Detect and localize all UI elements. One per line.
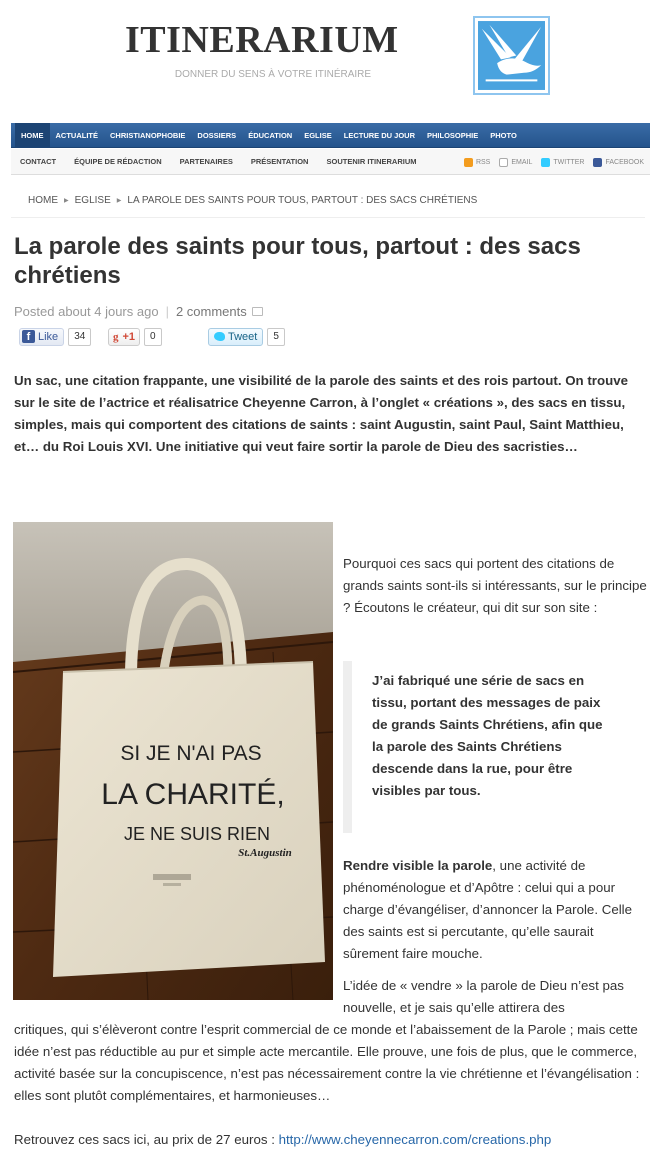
nav-item-education[interactable]: ÉDUCATION — [248, 130, 293, 140]
nav-item-photo[interactable]: PHOTO — [490, 130, 517, 140]
subnav-item-contact[interactable]: CONTACT — [20, 157, 57, 166]
secondary-nav — [11, 149, 650, 175]
like-count: 34 — [68, 328, 91, 346]
breadcrumb-home[interactable]: HOME — [28, 195, 58, 206]
comment-bubble-icon — [252, 307, 263, 316]
facebook-like-button[interactable] — [19, 328, 64, 346]
nav-item-eglise[interactable]: EGLISE — [304, 130, 332, 140]
paragraph-1: Pourquoi ces sacs qui portent des citations de grands saints sont-ils si intéressants, sur le principe ? Écoutons le créateur, qui dit sur son site : — [343, 556, 647, 615]
bag-quote-line1: SI JE N'AI PAS — [120, 742, 262, 765]
google-icon: g — [113, 330, 119, 343]
paragraph-3-end: critiques, qui s’élèveront contre l’esprit commercial de ce monde et l’abaissement de la Parole ; mais cette idée n’est pas réductible au pur et simple acte mercantile. Elle prouve, une fois de plus, que le commerce, activité basée sur la concupiscence, n’est pas nécessairement contre la vie chrétienne et l’évangélisation : elles sont plutôt complémentaires, et harmonieuses… — [14, 1022, 640, 1103]
nav-item-home[interactable]: HOME — [15, 123, 50, 148]
like-label: Like — [38, 330, 59, 343]
facebook-link[interactable] — [593, 158, 644, 167]
facebook-icon: f — [22, 330, 35, 343]
email-link[interactable] — [499, 158, 532, 167]
blockquote — [343, 661, 643, 833]
google-plus-button[interactable] — [108, 328, 140, 346]
divider — [11, 217, 645, 218]
email-icon — [499, 158, 508, 167]
twitter-label: TWITTER — [553, 158, 585, 166]
bag-photo — [13, 522, 333, 1000]
chevron-right-icon: ▶ — [64, 198, 69, 204]
meta-separator: | — [165, 304, 169, 319]
chevron-right-icon: ▶ — [116, 198, 122, 204]
breadcrumb-eglise[interactable]: EGLISE — [74, 195, 111, 206]
site-title[interactable]: ITINERARIUM — [125, 19, 399, 61]
subnav-item-partenaires[interactable]: PARTENAIRES — [179, 157, 233, 166]
paragraph-4 — [14, 1129, 650, 1151]
page-title: La parole des saints pour tous, partout : des sacs chrétiens — [14, 233, 581, 289]
subnav-item-soutenir[interactable]: SOUTENIR ITINERARIUM — [326, 157, 417, 166]
subnav-item-presentation[interactable]: PRÉSENTATION — [250, 157, 309, 166]
post-date: Posted about 4 jours ago — [14, 304, 159, 319]
subnav-item-equipe[interactable]: ÉQUIPE DE RÉDACTION — [74, 157, 162, 166]
paragraph-4-text: Retrouvez ces sacs ici, au prix de 27 euros : — [14, 1132, 279, 1147]
facebook-label: FACEBOOK — [605, 158, 644, 166]
google-plus-widget — [108, 327, 162, 346]
nav-item-philosophie[interactable]: PHILOSOPHIE — [427, 130, 479, 140]
bag-quote-line3: JE NE SUIS RIEN — [123, 824, 271, 844]
tweet-count: 5 — [267, 328, 285, 346]
nav-item-lecture-du-jour[interactable]: LECTURE DU JOUR — [343, 130, 415, 140]
breadcrumb-current: LA PAROLE DES SAINTS POUR TOUS, PARTOUT : DES SACS CHRÉTIENS — [127, 195, 478, 206]
post-meta — [14, 304, 263, 319]
tweet-widget — [208, 327, 285, 346]
nav-item-actualite[interactable]: ACTUALITÉ — [55, 130, 98, 140]
site-tagline: DONNER DU SENS À VOTRE ITINÉRAIRE — [174, 69, 372, 80]
paragraph-3-start: L’idée de « vendre » la parole de Dieu n’est pas nouvelle, et je sais qu’elle attirera des — [343, 978, 624, 1015]
paragraph-2-rest: , une activité de phénoménologue et d’Apôtre : celui qui a pour charge d’évangéliser, d’annoncer la Parole. Celle des saints est si percutante, qu’elle saurait sûrement faire mouche. — [343, 858, 633, 961]
site-logo[interactable] — [473, 16, 550, 95]
tweet-button[interactable] — [208, 328, 263, 346]
bag-signature: St.Augustin — [238, 847, 292, 859]
gplus-label: +1 — [122, 330, 136, 343]
gplus-count: 0 — [144, 328, 162, 346]
facebook-icon — [593, 158, 602, 167]
paragraph-2-bold: Rendre visible la parole — [343, 858, 493, 873]
rss-link[interactable] — [464, 158, 490, 167]
tweet-label: Tweet — [228, 330, 258, 343]
article-lead: Un sac, une citation frappante, une visibilité de la parole des saints et des rois partout. On trouve sur le site de l’actrice et réalisatrice Cheyenne Carron, à l’onglet « créations », des sacs en tissu, simples, mais qui comportent des citations de saints : saint Augustin, saint Paul, Saint Matthieu, et… du Roi Louis XVI. Une initiative qui veut faire sortir la parole de Dieu des sacristies… — [14, 373, 629, 454]
twitter-icon — [541, 158, 550, 167]
breadcrumb — [28, 195, 477, 206]
rss-label: RSS — [475, 158, 491, 166]
quote-text: J’ai fabriqué une série de sacs en tissu, portant des messages de paix de grands Saints Chrétiens, afin que la parole des Saints Chrétiens descende dans la rue, pour être visibles par tous. — [372, 673, 603, 798]
paragraph-2 — [343, 855, 643, 965]
comments-link[interactable]: 2 comments — [175, 304, 247, 319]
facebook-like-widget — [19, 327, 91, 346]
twitter-bird-icon — [214, 332, 225, 341]
twitter-link[interactable] — [541, 158, 584, 167]
nav-item-christianophobie[interactable]: CHRISTIANOPHOBIE — [110, 130, 186, 140]
nav-item-dossiers[interactable]: DOSSIERS — [197, 130, 237, 140]
bag-quote-line2: LA CHARITÉ, — [101, 778, 285, 811]
creations-link[interactable]: http://www.cheyennecarron.com/creations.php — [278, 1132, 552, 1147]
dove-logo-icon — [478, 21, 545, 90]
main-nav — [11, 123, 650, 148]
email-label: EMAIL — [511, 158, 533, 166]
social-links — [455, 149, 644, 175]
rss-icon — [464, 158, 473, 167]
